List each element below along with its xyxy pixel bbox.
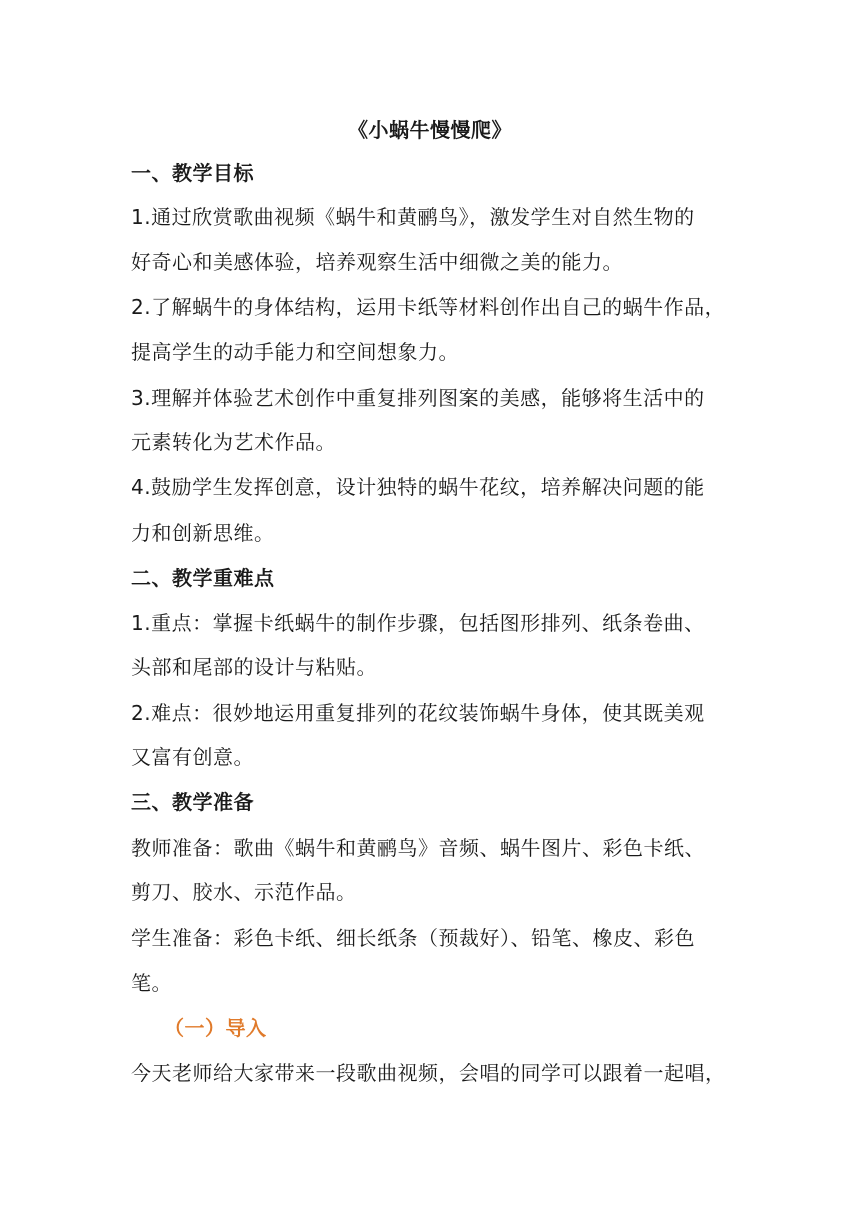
paragraph-line: 头部和尾部的设计与粘贴。 [131, 655, 377, 679]
document-title: 《小蜗牛慢慢爬》 [348, 118, 512, 142]
paragraph-line: 元素转化为艺术作品。 [131, 430, 336, 454]
section-heading-key-points: 二、教学重难点 [131, 566, 275, 590]
section-heading-preparation: 三、教学准备 [131, 790, 254, 814]
paragraph-line: 3.理解并体验艺术创作中重复排列图案的美感，能够将生活中的 [131, 386, 705, 410]
paragraph-line: 学生准备：彩色卡纸、细长纸条（预裁好）、铅笔、橡皮、彩色 [131, 926, 695, 950]
paragraph-line: 提高学生的动手能力和空间想象力。 [131, 340, 459, 364]
paragraph-line: 2.了解蜗牛的身体结构，运用卡纸等材料创作出自己的蜗牛作品， [131, 295, 726, 319]
paragraph-line: 剪刀、胶水、示范作品。 [131, 880, 357, 904]
paragraph-line: 笔。 [131, 971, 172, 995]
paragraph-line: 1.重点：掌握卡纸蜗牛的制作步骤，包括图形排列、纸条卷曲、 [131, 611, 705, 635]
paragraph-line: 力和创新思维。 [131, 521, 275, 545]
paragraph-line: 好奇心和美感体验，培养观察生活中细微之美的能力。 [131, 250, 623, 274]
paragraph-line: 又富有创意。 [131, 745, 254, 769]
subheading-introduction: （一）导入 [164, 1016, 267, 1040]
section-heading-objectives: 一、教学目标 [131, 161, 254, 185]
paragraph-line: 4.鼓励学生发挥创意，设计独特的蜗牛花纹，培养解决问题的能 [131, 475, 705, 499]
paragraph-line: 今天老师给大家带来一段歌曲视频，会唱的同学可以跟着一起唱， [131, 1061, 726, 1085]
paragraph-line: 1.通过欣赏歌曲视频《蜗牛和黄鹂鸟》，激发学生对自然生物的 [131, 205, 695, 229]
paragraph-line: 教师准备：歌曲《蜗牛和黄鹂鸟》音频、蜗牛图片、彩色卡纸、 [131, 836, 705, 860]
paragraph-line: 2.难点：很妙地运用重复排列的花纹装饰蜗牛身体，使其既美观 [131, 701, 705, 725]
